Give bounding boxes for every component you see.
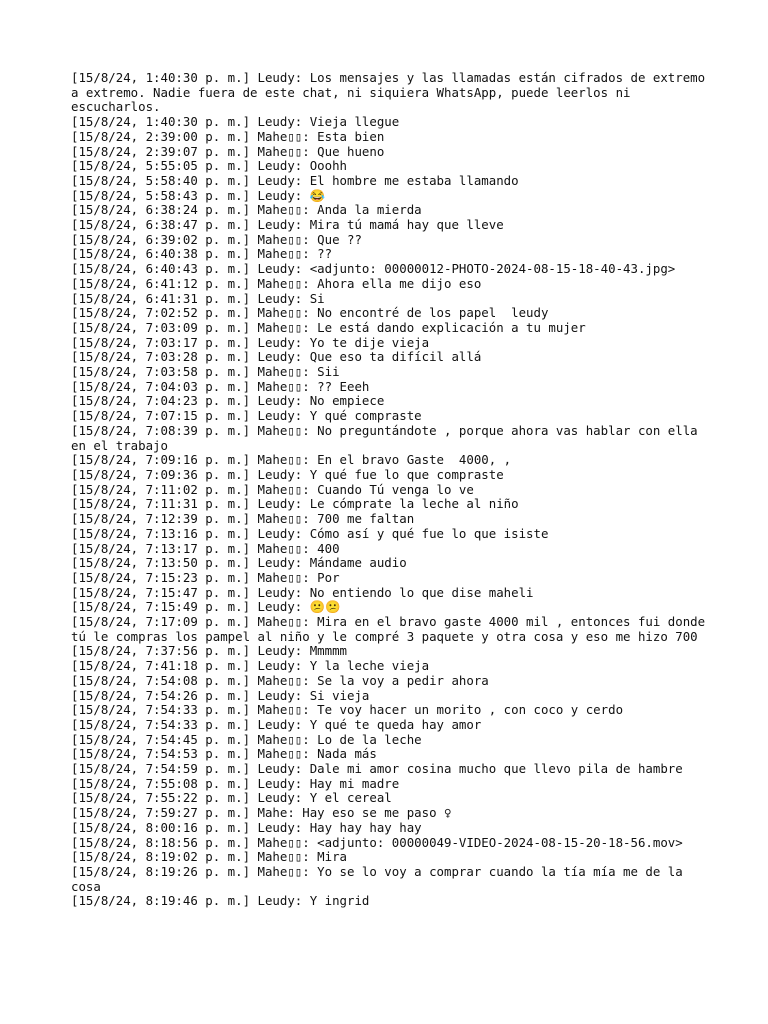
chat-message-line: [15/8/24, 1:40:30 p. m.] Leudy: Vieja llegue (71, 114, 400, 130)
chat-message-line: [15/8/24, 1:40:30 p. m.] Leudy: Los mensajes y las llamadas están cifrados de extremo a extremo. Nadie fuera de este chat, ni siquiera WhatsApp, puede leerlos ni escucharlos. (71, 70, 713, 115)
chat-message-line: [15/8/24, 7:11:31 p. m.] Leudy: Le cómprate la leche al niño (71, 496, 519, 512)
chat-message-line: [15/8/24, 7:07:15 p. m.] Leudy: Y qué compraste (71, 408, 422, 424)
chat-message-line: [15/8/24, 7:15:49 p. m.] Leudy: 😕😕 (71, 599, 341, 615)
chat-message-line: [15/8/24, 8:19:46 p. m.] Leudy: Y ingrid (71, 893, 370, 909)
chat-message-line: [15/8/24, 7:09:36 p. m.] Leudy: Y qué fue lo que compraste (71, 466, 504, 482)
chat-message-line: [15/8/24, 2:39:00 p. m.] Mahe▯▯: Esta bien (71, 128, 385, 144)
chat-message-line: [15/8/24, 5:58:40 p. m.] Leudy: El hombre me estaba llamando (71, 172, 519, 188)
chat-message-line: [15/8/24, 6:41:12 p. m.] Mahe▯▯: Ahora ella me dijo eso (71, 275, 482, 291)
chat-message-line: [15/8/24, 2:39:07 p. m.] Mahe▯▯: Que hueno (71, 143, 385, 159)
chat-message-line: [15/8/24, 7:03:58 p. m.] Mahe▯▯: Sii (71, 364, 340, 380)
chat-message-line: [15/8/24, 7:54:33 p. m.] Leudy: Y qué te queda hay amor (71, 716, 482, 732)
chat-message-line: [15/8/24, 6:39:02 p. m.] Mahe▯▯: Que ?? (71, 231, 362, 247)
chat-message-line: [15/8/24, 7:15:47 p. m.] Leudy: No entiendo lo que dise maheli (71, 584, 534, 600)
chat-message-line: [15/8/24, 7:09:16 p. m.] Mahe▯▯: En el bravo Gaste 4000, , (71, 452, 512, 468)
chat-message-line: [15/8/24, 7:54:08 p. m.] Mahe▯▯: Se la voy a pedir ahora (71, 672, 489, 688)
chat-transcript (71, 71, 711, 909)
chat-message-line: [15/8/24, 7:13:50 p. m.] Leudy: Mándame audio (71, 555, 407, 571)
chat-message-line: [15/8/24, 7:11:02 p. m.] Mahe▯▯: Cuando Tú venga lo ve (71, 481, 474, 497)
chat-message-line: [15/8/24, 7:59:27 p. m.] Mahe: Hay eso se me paso ♀ (71, 805, 452, 821)
chat-message-line: [15/8/24, 8:19:26 p. m.] Mahe▯▯: Yo se lo voy a comprar cuando la tía mía me de la cosa (71, 863, 691, 894)
chat-message-line: [15/8/24, 7:03:09 p. m.] Mahe▯▯: Le está dando explicación a tu mujer (71, 319, 586, 335)
chat-message-line: [15/8/24, 7:15:23 p. m.] Mahe▯▯: Por (71, 569, 340, 585)
chat-message-line: [15/8/24, 5:58:43 p. m.] Leudy: 😂 (71, 187, 326, 203)
chat-message-line: [15/8/24, 7:13:16 p. m.] Leudy: Cómo así y qué fue lo que isiste (71, 525, 549, 541)
chat-message-line: [15/8/24, 7:55:08 p. m.] Leudy: Hay mi madre (71, 775, 400, 791)
chat-message-line: [15/8/24, 7:03:28 p. m.] Leudy: Que eso ta difícil allá (71, 349, 482, 365)
chat-message-line: [15/8/24, 7:37:56 p. m.] Leudy: Mmmmm (71, 643, 348, 659)
chat-message-line: [15/8/24, 7:03:17 p. m.] Leudy: Yo te dije vieja (71, 334, 430, 350)
chat-message-line: [15/8/24, 6:40:43 p. m.] Leudy: <adjunto: 00000012-PHOTO-2024-08-15-18-40-43.jpg> (71, 261, 676, 277)
chat-message-line: [15/8/24, 7:54:26 p. m.] Leudy: Si vieja (71, 687, 370, 703)
chat-message-line: [15/8/24, 7:02:52 p. m.] Mahe▯▯: No encontré de los papel leudy (71, 305, 549, 321)
chat-message-line: [15/8/24, 7:54:45 p. m.] Mahe▯▯: Lo de la leche (71, 731, 422, 747)
chat-message-line: [15/8/24, 8:18:56 p. m.] Mahe▯▯: <adjunto: 00000049-VIDEO-2024-08-15-20-18-56.mov> (71, 834, 683, 850)
chat-message-line: [15/8/24, 6:38:47 p. m.] Leudy: Mira tú mamá hay que lleve (71, 217, 504, 233)
chat-message-line: [15/8/24, 7:41:18 p. m.] Leudy: Y la leche vieja (71, 658, 430, 674)
chat-message-line: [15/8/24, 7:12:39 p. m.] Mahe▯▯: 700 me faltan (71, 511, 415, 527)
chat-message-line: [15/8/24, 8:00:16 p. m.] Leudy: Hay hay hay hay (71, 819, 422, 835)
chat-message-line: [15/8/24, 7:55:22 p. m.] Leudy: Y el cereal (71, 790, 392, 806)
chat-message-line: [15/8/24, 6:40:38 p. m.] Mahe▯▯: ?? (71, 246, 333, 262)
chat-message-line: [15/8/24, 7:04:03 p. m.] Mahe▯▯: ?? Eeeh (71, 378, 370, 394)
chat-message-line: [15/8/24, 7:13:17 p. m.] Mahe▯▯: 400 (71, 540, 340, 556)
chat-message-line: [15/8/24, 7:17:09 p. m.] Mahe▯▯: Mira en el bravo gaste 4000 mil , entonces fui donde tú le compras los pampel al niño y le compré 3 paquete y otra cosa y eso me hizo 700 (71, 614, 713, 644)
chat-message-line: [15/8/24, 5:55:05 p. m.] Leudy: Ooohh (71, 158, 348, 174)
chat-message-line: [15/8/24, 7:54:33 p. m.] Mahe▯▯: Te voy hacer un morito , con coco y cerdo (71, 702, 624, 718)
chat-message-line: [15/8/24, 6:41:31 p. m.] Leudy: Si (71, 290, 325, 306)
chat-message-line: [15/8/24, 7:54:59 p. m.] Leudy: Dale mi amor cosina mucho que llevo pila de hambre (71, 761, 683, 777)
chat-message-line: [15/8/24, 7:54:53 p. m.] Mahe▯▯: Nada más (71, 746, 377, 762)
chat-message-line: [15/8/24, 7:04:23 p. m.] Leudy: No empiece (71, 393, 385, 409)
chat-message-line: [15/8/24, 6:38:24 p. m.] Mahe▯▯: Anda la mierda (71, 202, 422, 218)
chat-message-line: [15/8/24, 7:08:39 p. m.] Mahe▯▯: No preguntándote , porque ahora vas hablar con ella en el trabajo (71, 422, 706, 453)
chat-message-line: [15/8/24, 8:19:02 p. m.] Mahe▯▯: Mira (71, 849, 348, 865)
